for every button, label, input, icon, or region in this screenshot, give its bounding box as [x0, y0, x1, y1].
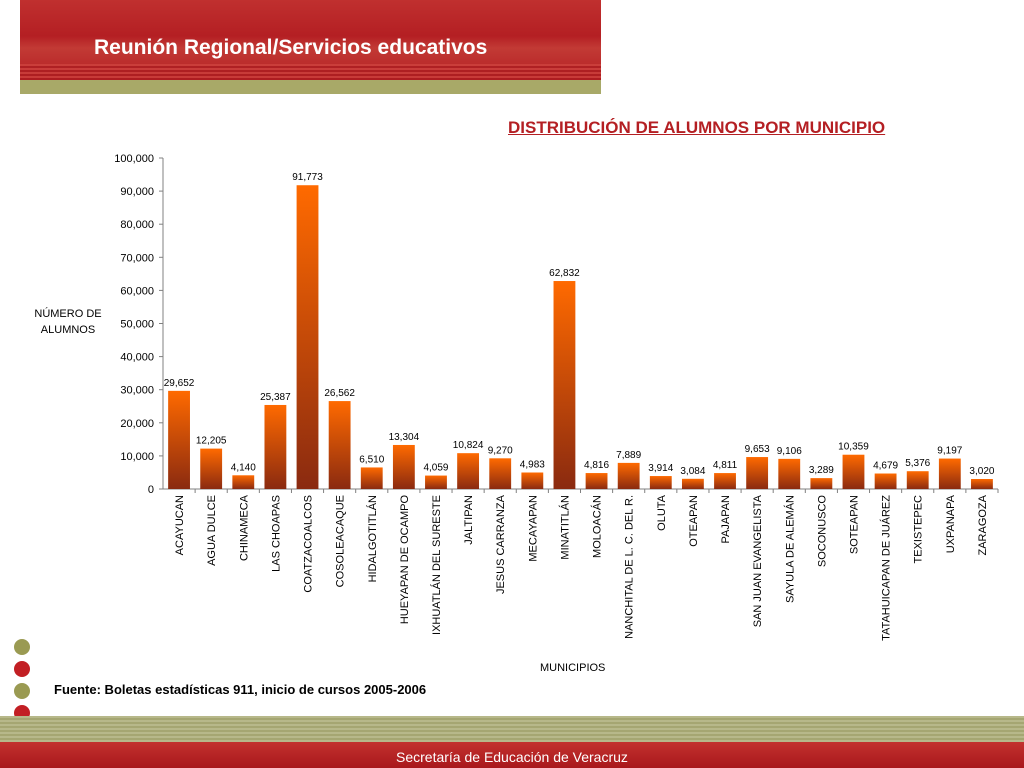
bar-value-label: 4,059: [423, 462, 449, 474]
x-category-label: LAS CHOAPAS: [270, 495, 283, 572]
bar: [554, 281, 576, 489]
bar: [939, 459, 961, 489]
bar: [361, 467, 383, 489]
bar-value-label: 3,289: [808, 465, 834, 477]
bar: [264, 405, 286, 489]
y-tick-label: 10,000: [120, 450, 154, 463]
y-tick-label: 100,000: [114, 153, 154, 165]
bar-value-label: 9,106: [776, 445, 802, 457]
bar: [746, 457, 768, 489]
bar: [778, 459, 800, 489]
bar-value-label: 4,816: [584, 460, 610, 472]
x-category-label: JALTIPAN: [463, 495, 476, 545]
bar: [907, 471, 929, 489]
bar-value-label: 4,811: [712, 460, 738, 472]
x-category-label: HIDALGOTITLÁN: [366, 495, 379, 583]
bar-value-label: 91,773: [292, 172, 323, 184]
footer-text: Secretaría de Educación de Veracruz: [396, 749, 628, 765]
bar-value-label: 26,562: [324, 388, 355, 400]
x-category-label: MOLOACÁN: [591, 495, 604, 558]
y-tick-label: 90,000: [120, 186, 154, 199]
footer-olive-band: [0, 716, 1024, 742]
x-category-label: AGUA DULCE: [206, 495, 219, 566]
bar: [586, 473, 608, 489]
x-category-label: ZARAGOZA: [976, 495, 989, 556]
bar-value-label: 29,652: [163, 377, 195, 389]
y-tick-label: 60,000: [120, 285, 154, 298]
bullet-dot-olive: [14, 683, 30, 699]
bar-value-label: 13,304: [388, 431, 420, 443]
bar-value-label: 4,679: [873, 460, 899, 472]
x-category-label: HUEYAPAN DE OCAMPO: [398, 495, 411, 625]
x-category-label: IXHUATLÁN DEL SURESTE: [430, 495, 443, 635]
bar: [457, 453, 479, 489]
x-category-label: NANCHITAL DE L. C. DEL R.: [623, 495, 636, 639]
bar-value-label: 62,832: [549, 268, 580, 280]
bar-value-label: 10,359: [838, 441, 869, 453]
bar: [232, 475, 254, 489]
bullet-dot-olive: [14, 639, 30, 655]
bar: [618, 463, 640, 489]
x-category-label: SAN JUAN EVANGELISTA: [752, 495, 765, 628]
bar-value-label: 3,020: [969, 466, 995, 478]
bar: [168, 391, 190, 489]
x-category-label: UXPANAPA: [944, 495, 957, 554]
x-category-label: MECAYAPAN: [527, 495, 540, 562]
x-category-label: JESUS CARRANZA: [495, 495, 508, 595]
bar: [714, 473, 736, 489]
bar-value-label: 4,983: [519, 459, 545, 471]
y-axis-title-line-1: NÚMERO DE: [34, 308, 102, 320]
bar: [297, 185, 319, 489]
y-tick-label: 20,000: [120, 417, 154, 430]
bar-value-label: 10,824: [452, 440, 484, 452]
x-category-label: COATZACOALCOS: [302, 495, 315, 593]
source-note: Fuente: Boletas estadísticas 911, inicio de cursos 2005-2006: [54, 682, 427, 697]
bar-value-label: 6,510: [359, 454, 385, 466]
x-category-label: CHINAMECA: [238, 495, 251, 562]
bar: [521, 473, 543, 489]
bar-value-label: 12,205: [195, 435, 227, 447]
bar-value-label: 9,653: [744, 444, 770, 456]
x-category-label: COSOLEACAQUE: [334, 495, 347, 588]
y-tick-label: 0: [147, 484, 154, 496]
page-title: Reunión Regional/Servicios educativos: [94, 36, 488, 59]
bar: [682, 479, 704, 489]
bar-value-label: 25,387: [260, 391, 291, 403]
chart-title: DISTRIBUCIÓN DE ALUMNOS POR MUNICIPIO: [508, 118, 886, 137]
bar-value-label: 3,914: [648, 463, 674, 475]
y-tick-label: 70,000: [120, 252, 154, 265]
y-tick-label: 30,000: [120, 384, 154, 397]
x-axis-title: MUNICIPIOS: [540, 662, 606, 674]
bar: [489, 458, 511, 489]
bar-value-label: 4,140: [230, 462, 256, 474]
bar: [843, 455, 865, 489]
x-category-label: SOTEAPAN: [848, 495, 861, 555]
bar-value-label: 9,270: [487, 445, 513, 457]
bullet-dot-red: [14, 661, 30, 677]
x-category-label: MINATITLÁN: [559, 495, 572, 560]
x-category-label: TEXISTEPEC: [912, 495, 925, 564]
x-category-label: SAYULA DE ALEMÁN: [784, 495, 797, 604]
bar-value-label: 5,376: [905, 458, 931, 470]
x-category-label: SOCONUSCO: [816, 495, 829, 568]
x-category-label: OTEAPAN: [687, 495, 700, 547]
x-category-label: PAJAPAN: [720, 495, 733, 544]
y-tick-label: 80,000: [120, 219, 154, 232]
y-axis-title-line-2: ALUMNOS: [40, 324, 96, 336]
bar-value-label: 9,197: [937, 445, 963, 457]
y-tick-label: 50,000: [120, 318, 154, 331]
x-category-label: ACAYUCAN: [174, 495, 187, 556]
bar: [425, 476, 447, 489]
bar: [200, 449, 222, 489]
bar: [650, 476, 672, 489]
bar: [971, 479, 993, 489]
bar-value-label: 7,889: [616, 449, 642, 461]
x-category-label: TATAHUICAPAN DE JUÁREZ: [880, 495, 893, 641]
bar-value-label: 3,084: [680, 465, 706, 477]
bar: [875, 474, 897, 489]
x-category-label: OLUTA: [655, 495, 668, 531]
bar: [393, 445, 415, 489]
bar: [810, 478, 832, 489]
bar: [329, 401, 351, 489]
y-tick-label: 40,000: [120, 351, 154, 364]
